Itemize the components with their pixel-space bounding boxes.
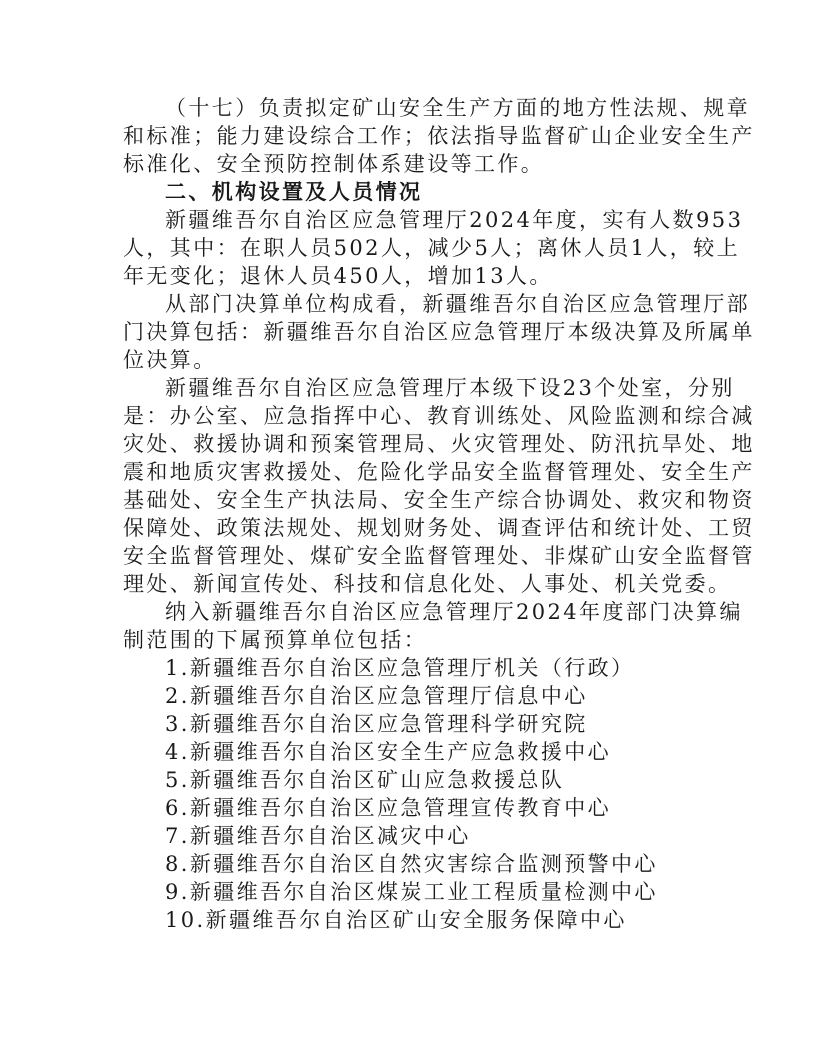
duty-17-line-1: （十七）负责拟定矿山安全生产方面的地方性法规、规章: [165, 96, 750, 120]
list-item: 8.新疆维吾尔自治区自然灾害综合监测预警中心: [165, 852, 658, 876]
offices-line-8: 理处、新闻宣传处、科技和信息化处、人事处、机关党委。: [123, 572, 732, 596]
offices-line-4: 震和地质灾害救援处、危险化学品安全监督管理处、安全生产: [123, 460, 755, 484]
staffing-line-3: 年无变化；退休人员450人，增加13人。: [123, 264, 553, 288]
offices-line-2: 是：办公室、应急指挥中心、教育训练处、风险监测和综合减: [123, 404, 755, 428]
staffing-line-1: 新疆维吾尔自治区应急管理厅2024年度，实有人数953: [165, 208, 744, 232]
offices-line-3: 灾处、救援协调和预案管理局、火灾管理处、防汛抗旱处、地: [123, 432, 755, 456]
offices-line-7: 安全监督管理处、煤矿安全监督管理处、非煤矿山安全监督管: [123, 544, 755, 568]
list-item: 1.新疆维吾尔自治区应急管理厅机关（行政）: [165, 656, 635, 680]
composition-line-1: 从部门决算单位构成看，新疆维吾尔自治区应急管理厅部: [165, 292, 750, 316]
offices-line-6: 保障处、政策法规处、规划财务处、调查评估和统计处、工贸: [123, 516, 755, 540]
staffing-line-2: 人，其中：在职人员502人，减少5人；离休人员1人，较上: [123, 236, 741, 260]
offices-line-5: 基础处、安全生产执法局、安全生产综合协调处、救灾和物资: [123, 488, 755, 512]
scope-line-2: 制范围的下属预算单位包括：: [123, 628, 428, 652]
duty-17-line-3: 标准化、安全预防控制体系建设等工作。: [123, 152, 545, 176]
list-item: 6.新疆维吾尔自治区应急管理宣传教育中心: [165, 796, 612, 820]
list-item: 2.新疆维吾尔自治区应急管理厅信息中心: [165, 684, 588, 708]
list-item: 4.新疆维吾尔自治区安全生产应急救援中心: [165, 740, 612, 764]
scope-line-1: 纳入新疆维吾尔自治区应急管理厅2024年度部门决算编: [165, 600, 743, 624]
section-heading: 二、机构设置及人员情况: [165, 179, 423, 204]
list-item: 9.新疆维吾尔自治区煤炭工业工程质量检测中心: [165, 880, 658, 904]
composition-line-3: 位决算。: [123, 348, 217, 372]
list-item: 7.新疆维吾尔自治区减灾中心: [165, 824, 471, 848]
list-item: 5.新疆维吾尔自治区矿山应急救援总队: [165, 768, 565, 792]
list-item: 10.新疆维吾尔自治区矿山安全服务保障中心: [165, 908, 627, 932]
duty-17-line-2: 和标准；能力建设综合工作；依法指导监督矿山企业安全生产: [123, 124, 755, 148]
list-item: 3.新疆维吾尔自治区应急管理科学研究院: [165, 712, 588, 736]
composition-line-2: 门决算包括：新疆维吾尔自治区应急管理厅本级决算及所属单: [123, 320, 755, 344]
offices-line-1: 新疆维吾尔自治区应急管理厅本级下设23个处室，分别: [165, 376, 735, 400]
